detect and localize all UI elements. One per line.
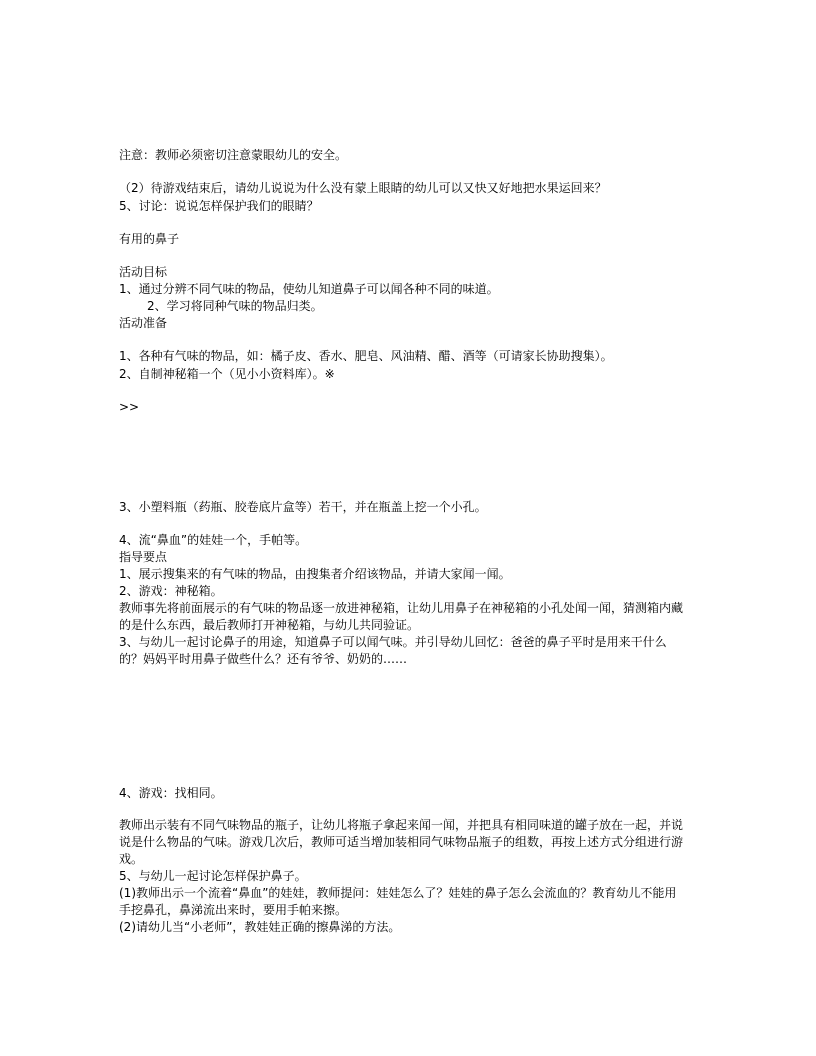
prep-2: 2、自制神秘箱一个（见小小资料库）。※	[119, 367, 335, 381]
guide-5-item-2: (2)请幼儿当“小老师”，教娃娃正确的擦鼻涕的方法。	[119, 920, 401, 934]
heading-goals: 活动目标	[119, 265, 168, 279]
guide-2: 2、游戏：神秘箱。	[119, 584, 223, 598]
prep-3: 3、小塑料瓶（药瓶、胶卷底片盒等）若干，并在瓶盖上挖一个小孔。	[119, 500, 487, 514]
section-title: 有用的鼻子	[119, 232, 180, 246]
goal-2: 2、学习将同种气味的物品归类。	[147, 299, 323, 313]
discussion-eyes: 5、讨论：说说怎样保护我们的眼睛？	[119, 199, 319, 213]
guide-3: 3、与幼儿一起讨论鼻子的用途，知道鼻子可以闻气味。并引导幼儿回忆：爸爸的鼻子平时是用来干什么的？妈妈平时用鼻子做些什么？还有爷爷、奶奶的……	[119, 635, 667, 666]
safety-note: 注意：教师必须密切注意蒙眼幼儿的安全。	[119, 148, 348, 162]
heading-preparation: 活动准备	[119, 316, 168, 330]
prep-1: 1、各种有气味的物品，如：橘子皮、香水、肥皂、风油精、醋、酒等（可请家长协助搜集）。	[119, 349, 613, 363]
guide-1: 1、展示搜集来的有气味的物品，由搜集者介绍该物品，并请大家闻一闻。	[119, 567, 511, 581]
guide-2-detail: 教师事先将前面展示的有气味的物品逐一放进神秘箱，让幼儿用鼻子在神秘箱的小孔处闻一闻，猜测箱内藏的是什么东西，最后教师打开神秘箱，与幼儿共同验证。	[119, 601, 684, 632]
guide-5: 5、与幼儿一起讨论怎样保护鼻子。	[119, 869, 307, 883]
guide-4: 4、游戏：找相同。	[119, 786, 223, 800]
prep-4: 4、流“鼻血”的娃娃一个，手帕等。	[119, 533, 308, 547]
guide-5-item-1: (1)教师出示一个流着“鼻血”的娃娃，教师提问：娃娃怎么了？娃娃的鼻子怎么会流血的？教育幼儿不能用手挖鼻孔，鼻涕流出来时，要用手帕来擦。	[119, 886, 677, 917]
more-link[interactable]: >>	[119, 400, 140, 414]
game-question: （2）待游戏结束后，请幼儿说说为什么没有蒙上眼睛的幼儿可以又快又好地把水果运回来？	[119, 181, 607, 195]
heading-guidance: 指导要点	[119, 550, 168, 564]
goal-1: 1、通过分辨不同气味的物品，使幼儿知道鼻子可以闻各种不同的味道。	[119, 282, 499, 296]
guide-4-detail: 教师出示装有不同气味物品的瓶子，让幼儿将瓶子拿起来闻一闻，并把具有相同味道的罐子放在一起，并说说是什么物品的气味。游戏几次后，教师可适当增加装相同气味物品瓶子的组数，再按上述方式分组进行游戏。	[119, 818, 684, 866]
